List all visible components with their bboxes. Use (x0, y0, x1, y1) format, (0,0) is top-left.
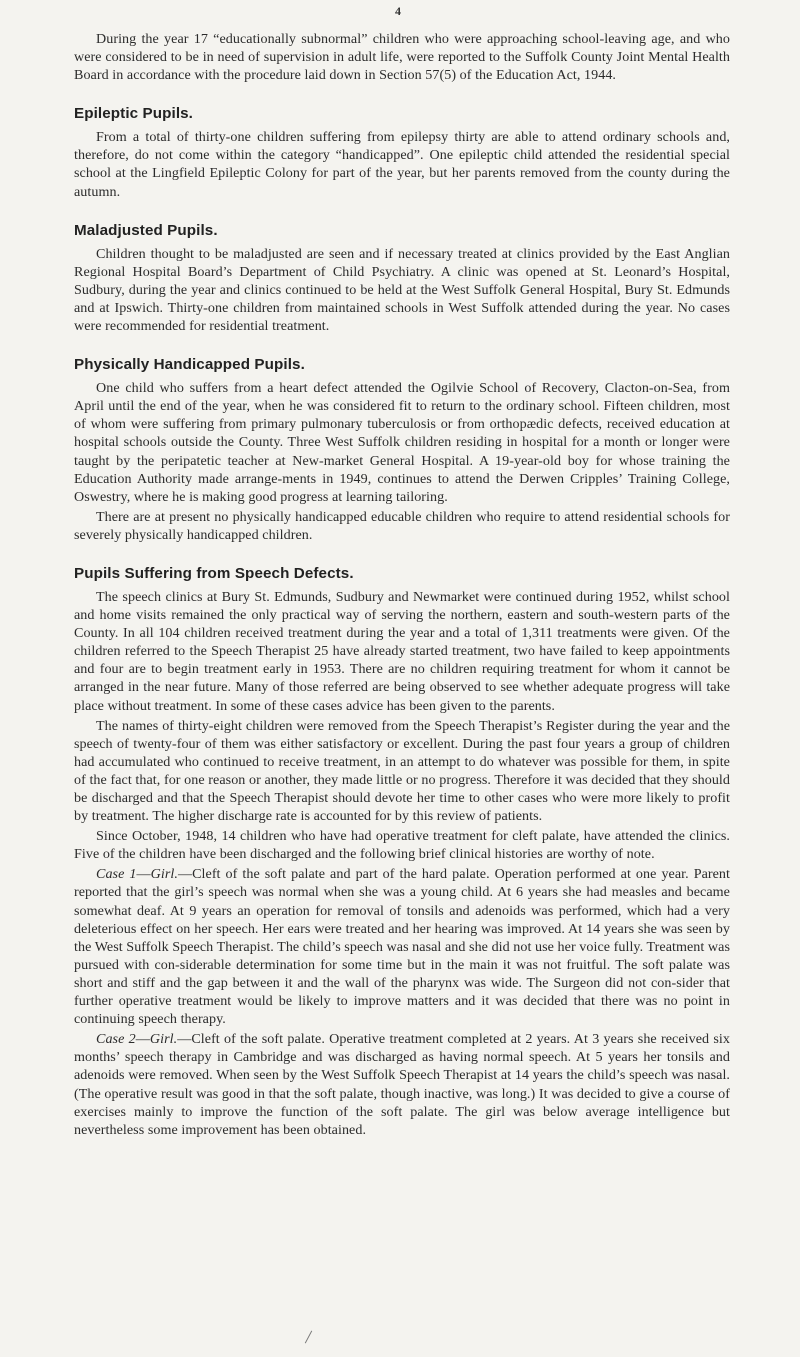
speech-paragraph-2: The names of thirty-eight children were removed from the Speech Therapist’s Register during the year and the speech of twenty-four of them was either satisfactory or excellent. During the past four years a group of children had accumulated who continued to receive treatment, in an attempt to do whatever was possible for them, in spite of the fact that, for one reason or another, they made little or no progress. Therefore it was decided that they should be discharged and that the Speech Therapist should devote her time to other cases who were more likely to profit by treatment. The higher discharge rate is accounted for by this review of patients. (74, 717, 730, 825)
case-2-label: Case 2 (96, 1031, 136, 1048)
case-1-text: Cleft of the soft palate and part of the hard palate. Operation performed at one year. Parent reported that the girl’s speech was normal when she was a young child. At 6 years she had measles and became somewhat deaf. At 9 years an operation for removal of tonsils and adenoids was performed, which had a very deleterious effect on her speech. Her ears were treated and her hearing was improved. At 14 years she was seen by the West Suffolk Speech Therapist. The child’s speech was nasal and she did not use her voice fully. Treatment was pursued with con-siderable determination for some time but in the main it was not fruitful. The soft palate was short and stiff and the gap between it and the wall of the pharynx was wide. The Surgeon did not con-sider that further operative treatment would be likely to improve matters and it was decided that there was no point in continuing speech therapy. (74, 866, 730, 1028)
speech-paragraph-3: Since October, 1948, 14 children who have had operative treatment for cleft palate, have attended the clinics. Five of the children have been discharged and the following brief clinical histories are worthy of note. (74, 828, 730, 863)
case-1-paragraph: Case 1—Girl.—Cleft of the soft palate and part of the hard palate. Operation performed at one year. Parent reported that the girl’s speech was normal when she was a young child. At 6 years she had measles and became somewhat deaf. At 9 years an operation for removal of tonsils and adenoids was performed, which had a very deleterious effect on her speech. Her ears were treated and her hearing was improved. At 14 years she was seen by the West Suffolk Speech Therapist. The child’s speech was nasal and she did not use her voice fully. Treatment was pursued with con-siderable determination for some time but in the main it was not fruitful. The soft palate was short and stiff and the gap between it and the wall of the pharynx was wide. The Surgeon did not con-sider that further operative treatment would be likely to improve matters and it was decided that there was no point in continuing speech therapy. (74, 866, 730, 1028)
section-heading-speech-defects: Pupils Suffering from Speech Defects. (74, 564, 354, 582)
maladjusted-paragraph: Children thought to be maladjusted are seen and if necessary treated at clinics provided by the East Anglian Regional Hospital Board’s Department of Child Psychiatry. A clinic was opened at St. Leonard’s Hospital, Sudbury, during the year and clinics continued to be held at the West Suffolk General Hospital, Bury St. Edmunds and at Ipswich. Thirty-one children from maintained schools in West Suffolk attended during the year. No cases were recommended for residential treatment. (74, 245, 730, 335)
case-2-sex: Girl. (149, 1031, 178, 1048)
section-heading-epileptic: Epileptic Pupils. (74, 105, 194, 123)
epileptic-paragraph: From a total of thirty-one children suffering from epilepsy thirty are able to attend ordinary schools and, therefore, do not come within the category “handicapped”. One epileptic child attended the residential special school at the Lingfield Epileptic Colony for part of the year, but her parents removed from the county during the autumn. (74, 129, 730, 200)
document-body (74, 30, 730, 1141)
intro-paragraph: During the year 17 “educationally subnormal” children who were approaching school-leaving age, and who were considered to be in need of supervision in adult life, were reported to the Suffolk County Joint Mental Health Board in accordance with the procedure laid down in Section 57(5) of the Education Act, 1944. (74, 31, 730, 84)
page-number: 4 (395, 4, 401, 18)
case-1-label: Case 1 (96, 866, 137, 883)
pencil-mark (305, 1331, 312, 1344)
section-heading-maladjusted: Maladjusted Pupils. (74, 221, 218, 239)
case-2-paragraph: Case 2—Girl.—Cleft of the soft palate. Operative treatment completed at 2 years. At 3 years she received six months’ speech therapy in Cambridge and was discharged as having normal speech. At 5 years her tonsils and adenoids were removed. When seen by the West Suffolk Speech Therapist at 14 years the child’s speech was nasal. (The operative result was good in that the soft palate, though inactive, was long.) It was decided to give a course of exercises mainly to improve the function of the soft palate. The girl was below average intelligence but nevertheless some improvement has been obtained. (74, 1031, 730, 1138)
section-heading-physically-handicapped: Physically Handicapped Pupils. (74, 356, 305, 374)
physically-handicapped-paragraph-1: One child who suffers from a heart defect attended the Ogilvie School of Recovery, Clacton-on-Sea, from April until the end of the year, when he was considered fit to return to the ordinary school. Fifteen children, most of whom were suffering from primary pulmonary tuberculosis or from orthopædic defects, received education at hospital schools outside the County. Three West Suffolk children residing in hospital for a month or longer were taught by the peripatetic teacher at New-market General Hospital. A 19-year-old boy for whose training the Education Authority made arrange-ments in 1949, continues to attend the Derwen Cripples’ Training College, Oswestry, where he is making good progress at learning tailoring. (74, 380, 730, 505)
speech-paragraph-1: The speech clinics at Bury St. Edmunds, Sudbury and Newmarket were continued during 1952, whilst school and home visits remained the only practical way of serving the northern, eastern and south-western parts of the County. In all 104 children received treatment during the year and a total of 1,311 treatments were given. Of the children referred to the Speech Therapist 25 have already started treatment, two have failed to keep appointments and four are to begin treatment early in 1953. There are no children requiring treatment for whom it cannot be arranged in the near future. Many of those referred are being observed to see whether adequate progress will take place without treatment. In some of these cases advice has been given to the parents. (74, 588, 730, 714)
case-1-sex: Girl. (150, 866, 178, 883)
case-2-text: Cleft of the soft palate. Operative treatment completed at 2 years. At 3 years she received six months’ speech therapy in Cambridge and was discharged as having normal speech. At 5 years her tonsils and adenoids were removed. When seen by the West Suffolk Speech Therapist at 14 years the child’s speech was nasal. (The operative result was good in that the soft palate, though inactive, was long.) It was decided to give a course of exercises mainly to improve the function of the soft palate. The girl was below average intelligence but nevertheless some improvement has been obtained. (74, 1031, 730, 1138)
physically-handicapped-paragraph-2: There are at present no physically handicapped educable children who require to attend residential schools for severely physically handicapped children. (74, 508, 730, 543)
